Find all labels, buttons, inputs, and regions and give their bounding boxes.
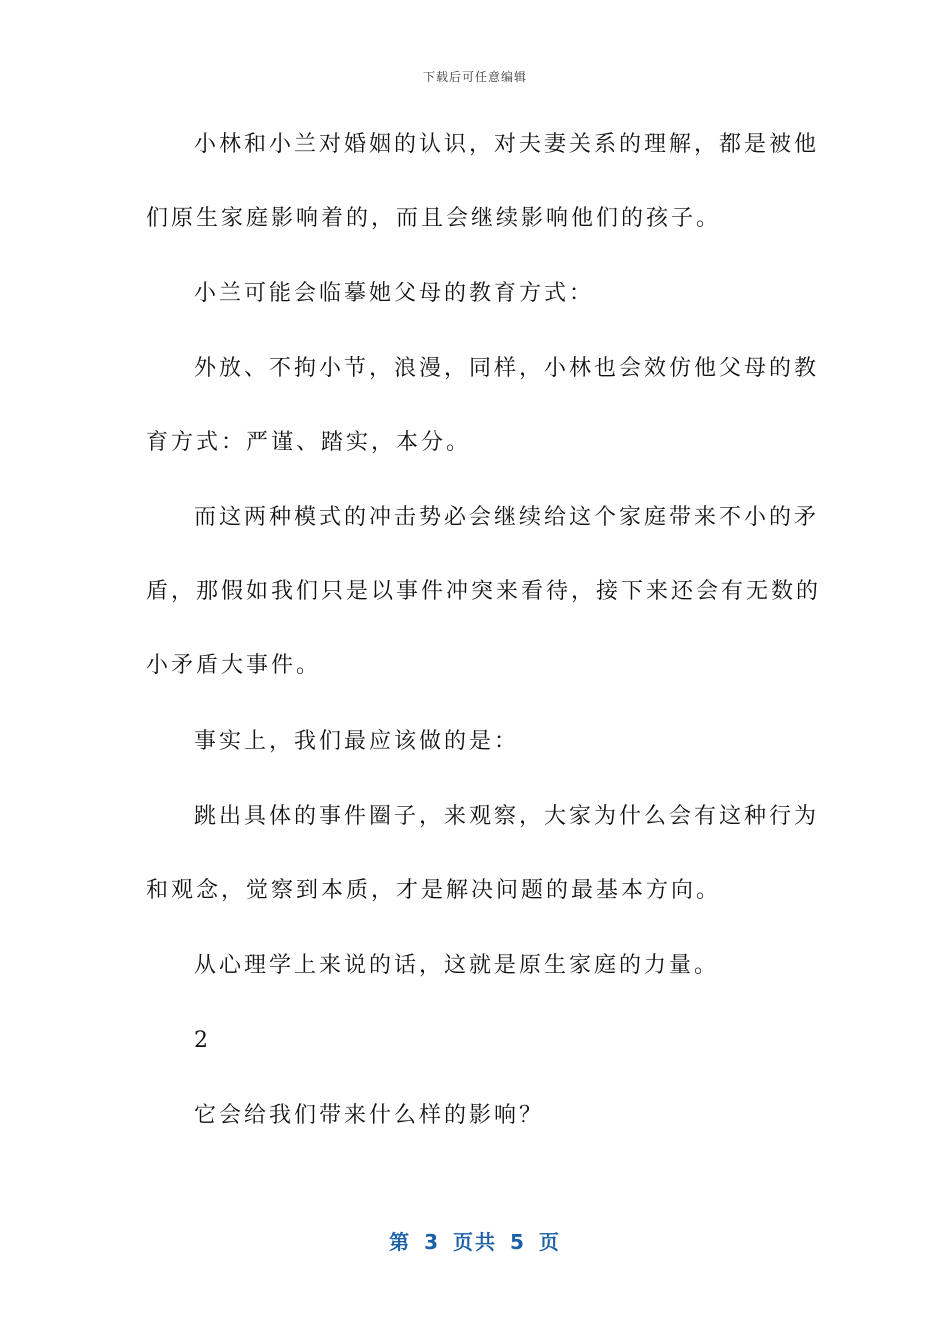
section-number bbox=[146, 1004, 806, 1078]
paragraph-line: 小矛盾大事件。 bbox=[146, 653, 322, 678]
paragraph bbox=[146, 481, 822, 703]
paragraph-line: 它会给我们带来什么样的影响？ bbox=[194, 1103, 545, 1128]
paragraph-line: 外放、不拘小节，浪漫，同样，小林也会效仿他父母的教 bbox=[194, 356, 820, 381]
paragraph-line: 小兰可能会临摹她父母的教育方式： bbox=[194, 281, 595, 306]
paragraph-line: 从心理学上来说的话，这就是原生家庭的力量。 bbox=[194, 953, 720, 978]
paragraph-line: 育方式：严谨、踏实，本分。 bbox=[146, 430, 472, 455]
paragraph bbox=[146, 780, 820, 928]
total-pages-number: 5 bbox=[509, 1230, 526, 1254]
paragraph-line: 而这两种模式的冲击势必会继续给这个家庭带来不小的矛 bbox=[194, 505, 820, 530]
page-footer bbox=[0, 1226, 950, 1255]
paragraph bbox=[146, 705, 806, 779]
paragraph bbox=[146, 1079, 806, 1153]
paragraph bbox=[146, 929, 806, 1003]
paragraph-line: 2 bbox=[194, 1028, 211, 1053]
current-page-number: 3 bbox=[424, 1230, 441, 1254]
footer-prefix: 第 bbox=[389, 1230, 412, 1254]
footer-suffix: 页 bbox=[538, 1230, 561, 1254]
header-note: 下载后可任意编辑 bbox=[422, 70, 527, 84]
paragraph-line: 事实上，我们最应该做的是： bbox=[194, 729, 520, 754]
paragraph bbox=[146, 108, 820, 256]
paragraph bbox=[146, 332, 820, 480]
footer-middle: 页共 bbox=[453, 1230, 497, 1254]
paragraph-line: 和观念，觉察到本质，才是解决问题的最基本方向。 bbox=[146, 878, 722, 903]
paragraph bbox=[146, 257, 806, 331]
paragraph-line: 跳出具体的事件圈子，来观察，大家为什么会有这种行为 bbox=[194, 804, 820, 829]
paragraph-line: 盾，那假如我们只是以事件冲突来看待，接下来还会有无数的 bbox=[146, 579, 822, 604]
paragraph-line: 小林和小兰对婚姻的认识，对夫妻关系的理解，都是被他 bbox=[194, 132, 820, 157]
paragraph-line: 们原生家庭影响着的，而且会继续影响他们的孩子。 bbox=[146, 206, 722, 231]
